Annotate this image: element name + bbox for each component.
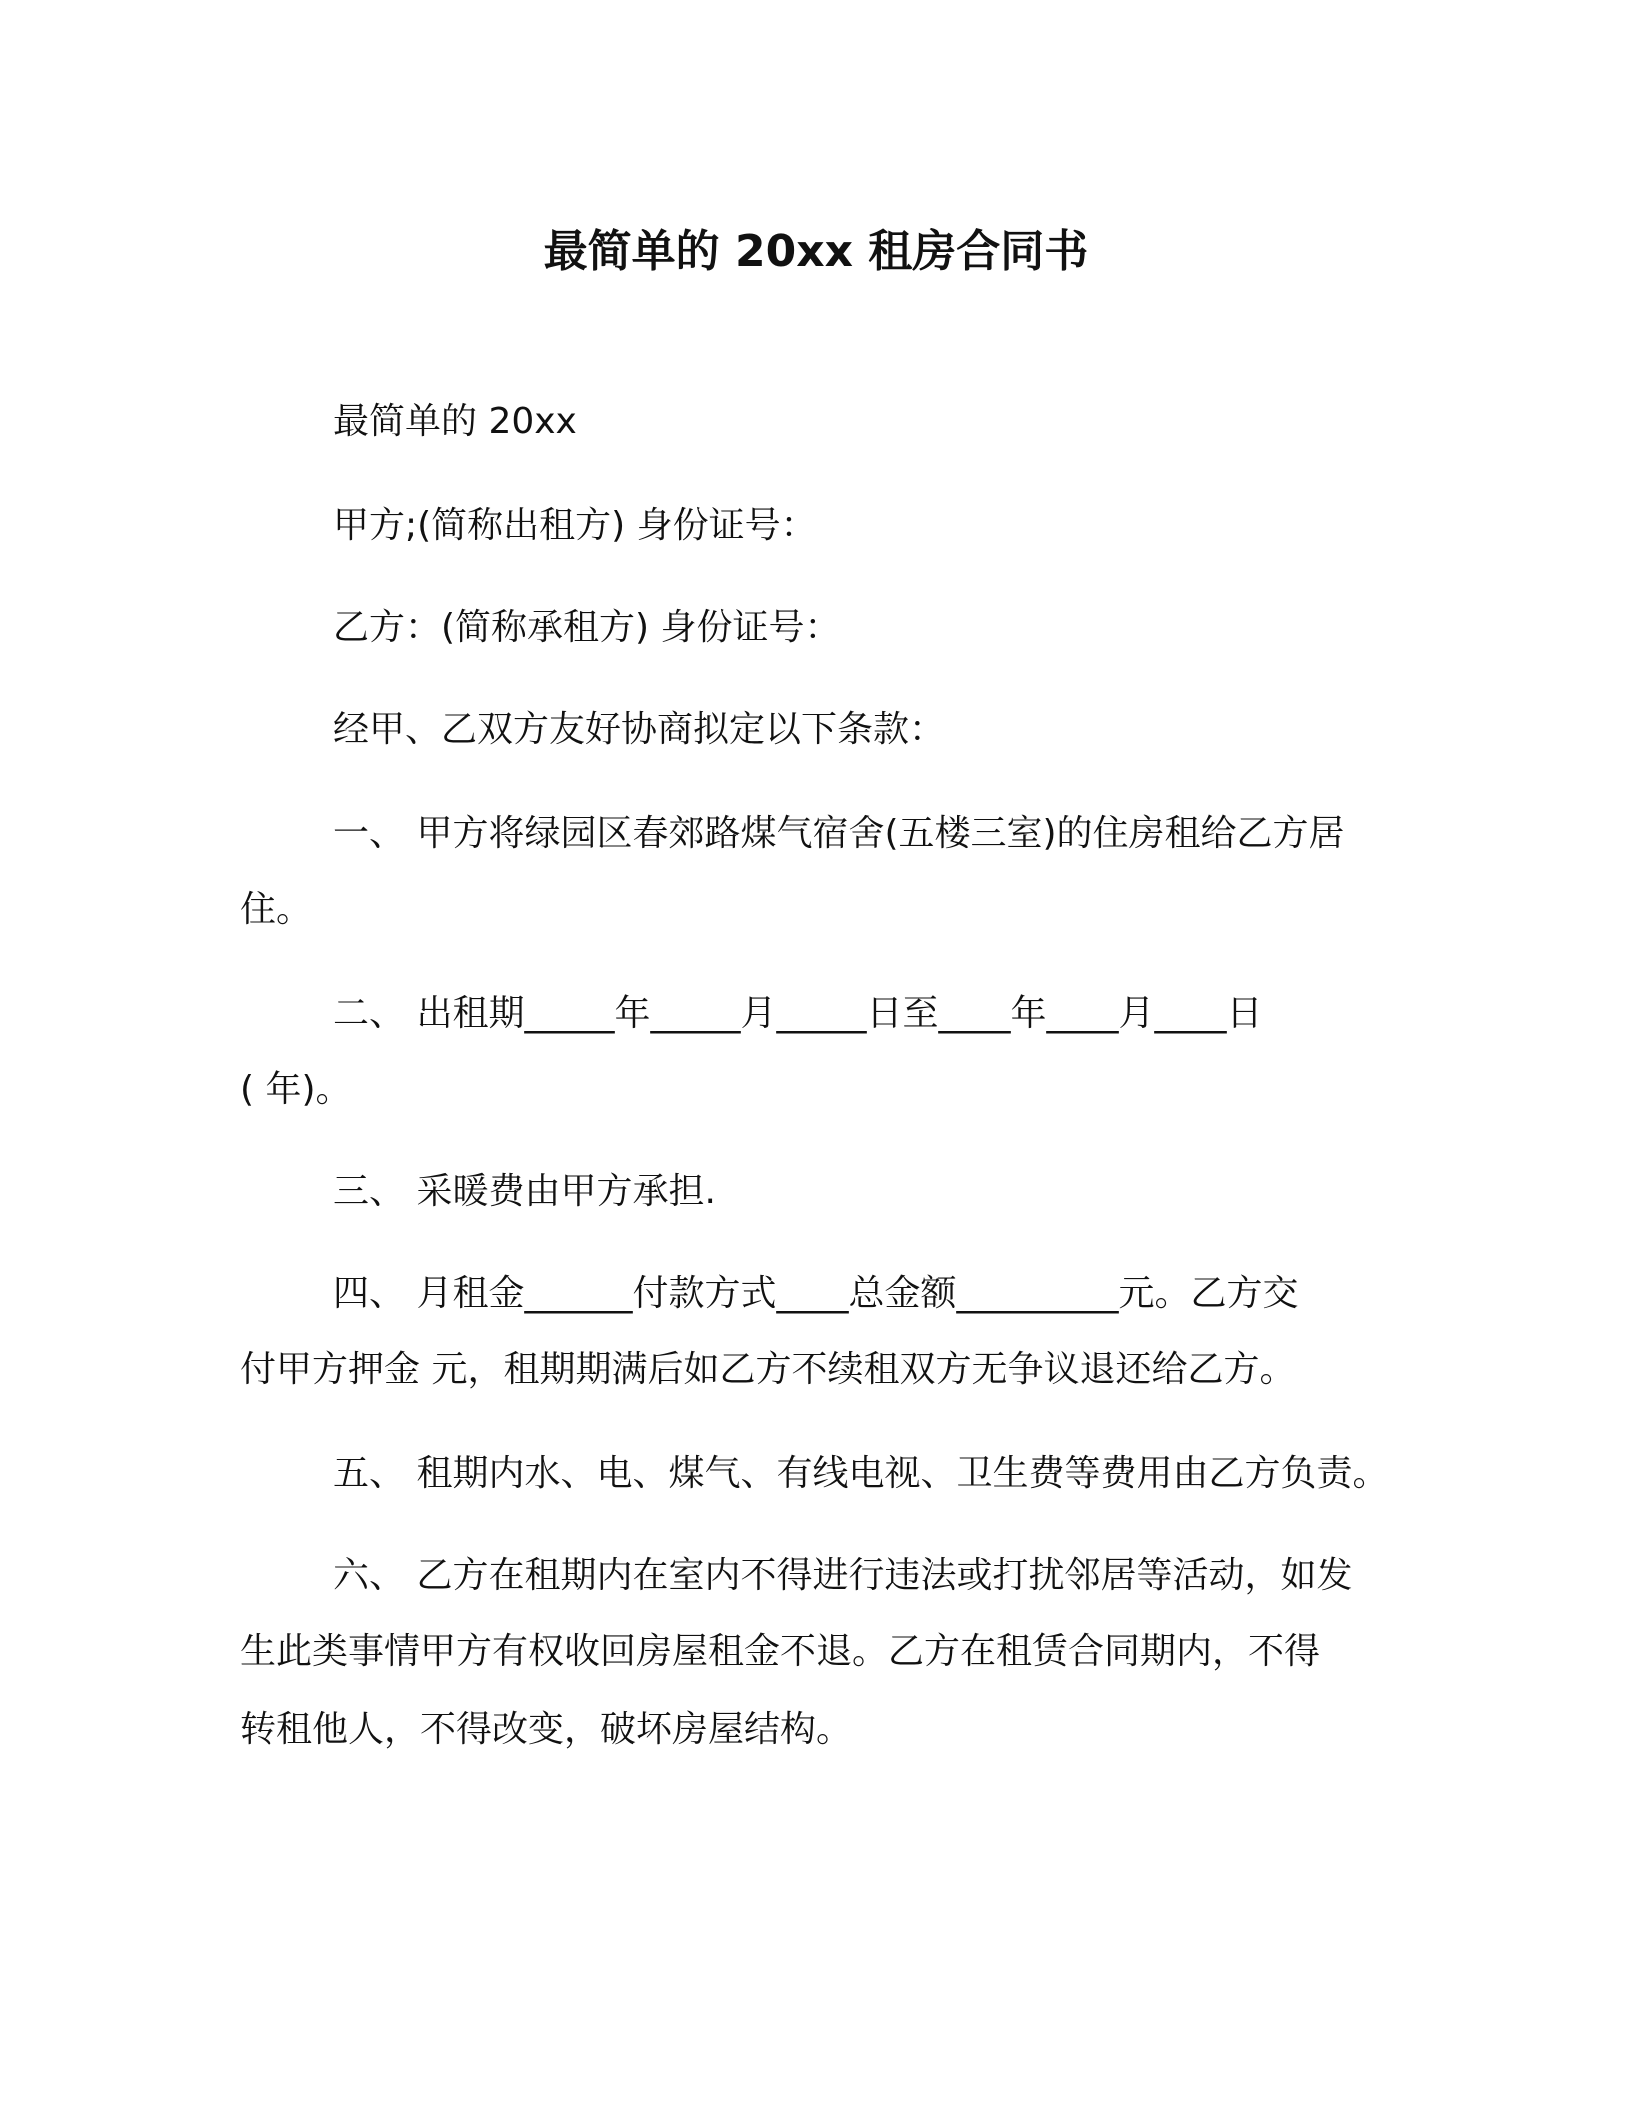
clause-1-line-2: 住。	[240, 889, 313, 930]
clause-3-line: 三、 采暖费由甲方承担.	[333, 1171, 716, 1212]
subtitle-line: 最简单的 20xx	[333, 401, 577, 442]
clause-6-line-3: 转租他人，不得改变，破坏房屋结构。	[240, 1709, 853, 1750]
party-b-line: 乙方：(简称承租方) 身份证号：	[333, 607, 841, 648]
party-a-line: 甲方;(简称出租方) 身份证号：	[333, 505, 817, 546]
clause-6-line-2: 生此类事情甲方有权收回房屋租金不退。乙方在租赁合同期内，不得	[240, 1631, 1321, 1672]
clause-4-line-2: 付甲方押金 元，租期期满后如乙方不续租双方无争议退还给乙方。	[240, 1349, 1296, 1390]
clause-2-line-1: 二、 出租期_____年_____月_____日至____年____月____日	[333, 993, 1263, 1034]
clause-5-line: 五、 租期内水、电、煤气、有线电视、卫生费等费用由乙方负责。	[333, 1453, 1389, 1494]
clause-6-line-1: 六、 乙方在租期内在室内不得进行违法或打扰邻居等活动，如发	[333, 1555, 1353, 1596]
document-title: 最简单的 20xx 租房合同书	[543, 226, 1089, 277]
intro-line: 经甲、乙双方友好协商拟定以下条款：	[333, 709, 946, 750]
clause-1-line-1: 一、 甲方将绿园区春郊路煤气宿舍(五楼三室)的住房租给乙方居	[333, 813, 1345, 854]
clause-4-line-1: 四、 月租金______付款方式____总金额_________元。乙方交	[333, 1273, 1299, 1314]
clause-2-line-2: ( 年)。	[240, 1069, 352, 1110]
